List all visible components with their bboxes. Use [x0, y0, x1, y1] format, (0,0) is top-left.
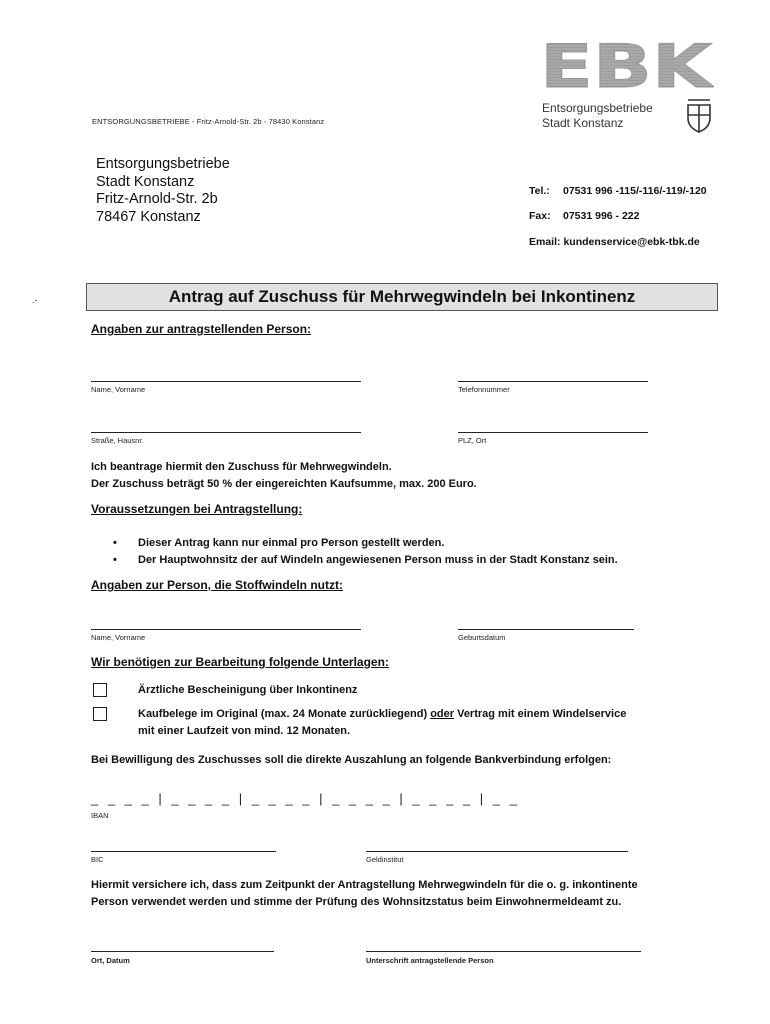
ebk-logo-graphic: [538, 38, 714, 94]
requirements-list: [113, 535, 618, 569]
user-birthdate-field[interactable]: [458, 629, 634, 630]
applicant-zip-field[interactable]: [458, 432, 648, 433]
receipts-label: [138, 706, 626, 740]
declaration-text: [91, 877, 638, 911]
receipts-text-line2: mit einer Laufzeit von mind. 12 Monaten.: [138, 725, 351, 737]
user-birthdate-label: Geburtsdatum: [458, 633, 506, 642]
applicant-phone-label: Telefonnummer: [458, 385, 510, 394]
institute-label: Geldinstitut: [366, 855, 404, 864]
email-label: Email:: [529, 236, 561, 248]
logo-letters: EBK: [540, 38, 714, 94]
bic-field[interactable]: [91, 851, 276, 852]
recipient-address: [96, 156, 230, 226]
applicant-name-field[interactable]: [91, 381, 361, 382]
receipts-text-part1: Kaufbelege im Original (max. 24 Monate zurückliegend): [138, 708, 431, 720]
user-heading: Angaben zur Person, die Stoffwindeln nutzt:: [91, 578, 343, 592]
applicant-name-label: Name, Vorname: [91, 385, 146, 394]
ebk-logo: [538, 38, 718, 99]
place-date-label: Ort, Datum: [91, 956, 130, 965]
logo-caption-line1: Entsorgungsbetriebe: [542, 101, 653, 115]
requirements-heading: Voraussetzungen bei Antragstellung:: [91, 502, 303, 516]
logo-caption-line2: Stadt Konstanz: [542, 116, 624, 130]
list-item: [113, 535, 618, 552]
request-line2: Der Zuschuss beträgt 50 % der eingereichten Kaufsumme, max. 200 Euro.: [91, 478, 477, 490]
iban-field[interactable]: _ _ _ _ | _ _ _ _ | _ _ _ _ | _ _ _ _ | _ _ _ _ | _ _: [91, 791, 520, 806]
signature-label: Unterschrift antragstellende Person: [366, 956, 494, 965]
institute-field[interactable]: [366, 851, 628, 852]
sender-address-line: ENTSORGUNGSBETRIEBE - Fritz-Arnold-Str. 2b - 78430 Konstanz: [92, 117, 325, 126]
signature-field[interactable]: [366, 951, 641, 952]
medical-certificate-label: Ärztliche Bescheinigung über Inkontinenz: [138, 684, 358, 696]
contact-email: [529, 236, 700, 248]
user-name-label: Name, Vorname: [91, 633, 146, 642]
declaration-line1: Hiermit versichere ich, dass zum Zeitpunkt der Antragstellung Mehrwegwindeln für die o. g. inkontinente: [91, 879, 638, 891]
logo-caption: [542, 101, 653, 131]
list-item-text: Der Hauptwohnsitz der auf Windeln angewiesenen Person muss in der Stadt Konstanz sein.: [138, 554, 618, 566]
address-line1: Entsorgungsbetriebe: [96, 156, 230, 172]
documents-heading: Wir benötigen zur Bearbeitung folgende Unterlagen:: [91, 655, 389, 669]
applicant-phone-field[interactable]: [458, 381, 648, 382]
request-line1: Ich beantrage hiermit den Zuschuss für Mehrwegwindeln.: [91, 461, 392, 473]
list-item-text: Dieser Antrag kann nur einmal pro Person gestellt werden.: [138, 537, 445, 549]
declaration-line2: Person verwendet werden und stimme der Prüfung des Wohnsitzstatus beim Einwohnermeldeamt zu.: [91, 896, 622, 908]
fax-value: 07531 996 - 222: [563, 210, 640, 222]
city-crest-icon: [684, 98, 714, 139]
applicant-heading: Angaben zur antragstellenden Person:: [91, 322, 312, 336]
contact-tel: [529, 185, 707, 197]
list-item: [113, 552, 618, 569]
address-line3: Fritz-Arnold-Str. 2b: [96, 191, 218, 207]
applicant-street-label: Straße, Hausnr.: [91, 436, 144, 445]
address-line4: 78467 Konstanz: [96, 208, 201, 225]
applicant-zip-label: PLZ, Ort: [458, 436, 487, 445]
contact-fax: [529, 210, 639, 222]
bic-label: BIC: [91, 855, 104, 864]
bullet-icon: •: [113, 554, 117, 566]
email-value: kundenservice@ebk-tbk.de: [563, 236, 700, 248]
user-name-field[interactable]: [91, 629, 361, 630]
bank-intro: Bei Bewilligung des Zuschusses soll die direkte Auszahlung an folgende Bankverbindung erfolgen:: [91, 754, 612, 766]
tel-label: Tel.:: [529, 185, 550, 197]
request-text: [91, 459, 477, 493]
receipts-text-part2: Vertrag mit einem Windelservice: [454, 708, 627, 720]
receipts-checkbox[interactable]: [93, 707, 107, 721]
iban-label: IBAN: [91, 811, 109, 820]
margin-mark: .-: [32, 295, 38, 305]
tel-value: 07531 996 -115/-116/-119/-120: [563, 185, 707, 197]
address-line2: Stadt Konstanz: [96, 173, 195, 190]
receipts-text-oder: oder: [430, 708, 455, 720]
place-date-field[interactable]: [91, 951, 274, 952]
fax-label: Fax:: [529, 210, 551, 222]
form-title: Antrag auf Zuschuss für Mehrwegwindeln bei Inkontinenz: [86, 283, 718, 311]
medical-certificate-checkbox[interactable]: [93, 683, 107, 697]
applicant-street-field[interactable]: [91, 432, 361, 433]
bullet-icon: •: [113, 537, 117, 549]
